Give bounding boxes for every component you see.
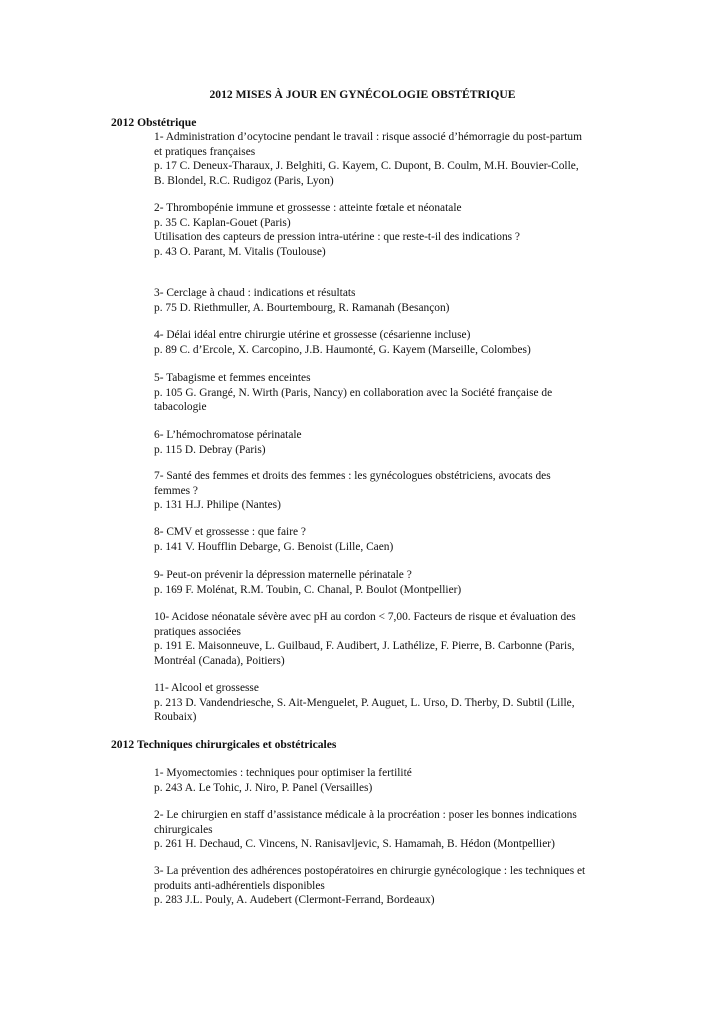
entry-line: femmes ? bbox=[154, 484, 198, 497]
entry-line: 9- Peut-on prévenir la dépression maternelle périnatale ? bbox=[154, 569, 412, 581]
entry-cmv bbox=[154, 525, 624, 554]
entry-cerclage bbox=[154, 286, 624, 315]
entry-line: p. 261 H. Dechaud, C. Vincens, N. Ranisavljevic, S. Hamamah, B. Hédon (Montpellier) bbox=[154, 838, 555, 851]
entry-adherences bbox=[154, 864, 624, 908]
entry-thrombopenie bbox=[154, 201, 624, 259]
entry-line: p. 131 H.J. Philipe (Nantes) bbox=[154, 499, 281, 512]
entry-tabagisme bbox=[154, 371, 624, 415]
entry-line: p. 35 C. Kaplan-Gouet (Paris) bbox=[154, 216, 291, 229]
entry-line: 6- L’hémochromatose périnatale bbox=[154, 429, 302, 441]
section-heading-techniques: 2012 Techniques chirurgicales et obstétricales bbox=[111, 738, 337, 751]
entry-line: 1- Myomectomies : techniques pour optimiser la fertilité bbox=[154, 767, 412, 779]
entry-line: B. Blondel, R.C. Rudigoz (Paris, Lyon) bbox=[154, 174, 334, 187]
entry-line: 2- Thrombopénie immune et grossesse : atteinte fœtale et néonatale bbox=[154, 202, 462, 214]
entry-line: 7- Santé des femmes et droits des femmes : les gynécologues obstétriciens, avocats des bbox=[154, 470, 551, 482]
entry-line: p. 17 C. Deneux-Tharaux, J. Belghiti, G. Kayem, C. Dupont, B. Coulm, M.H. Bouvier-Colle, bbox=[154, 160, 579, 173]
entry-line: p. 105 G. Grangé, N. Wirth (Paris, Nancy) en collaboration avec la Société française de bbox=[154, 386, 553, 399]
entry-line: Utilisation des capteurs de pression intra-utérine : que reste-t-il des indications ? bbox=[154, 231, 520, 244]
entry-line: p. 141 V. Houfflin Debarge, G. Benoist (Lille, Caen) bbox=[154, 540, 394, 553]
entry-line: Montréal (Canada), Poitiers) bbox=[154, 654, 285, 667]
entry-line: p. 213 D. Vandendriesche, S. Ait-Menguelet, P. Auguet, L. Urso, D. Therby, D. Subtil (Lille, bbox=[154, 696, 575, 709]
entry-line: chirurgicales bbox=[154, 823, 213, 836]
entry-myomectomies bbox=[154, 766, 624, 795]
entry-line: p. 283 J.L. Pouly, A. Audebert (Clermont-Ferrand, Bordeaux) bbox=[154, 894, 435, 907]
entry-line: p. 169 F. Molénat, R.M. Toubin, C. Chanal, P. Boulot (Montpellier) bbox=[154, 583, 462, 596]
entry-line: 8- CMV et grossesse : que faire ? bbox=[154, 526, 306, 538]
entry-acidose bbox=[154, 610, 624, 668]
entry-line: p. 243 A. Le Tohic, J. Niro, P. Panel (Versailles) bbox=[154, 781, 373, 794]
entry-delai-chirurgie bbox=[154, 328, 624, 357]
entry-line: 5- Tabagisme et femmes enceintes bbox=[154, 372, 311, 384]
entry-line: 4- Délai idéal entre chirurgie utérine et grossesse (césarienne incluse) bbox=[154, 329, 471, 341]
entry-depression bbox=[154, 568, 624, 597]
entry-line: tabacologie bbox=[154, 401, 207, 414]
entry-line: 11- Alcool et grossesse bbox=[154, 682, 259, 694]
entry-line: p. 89 C. d’Ercole, X. Carcopino, J.B. Haumonté, G. Kayem (Marseille, Colombes) bbox=[154, 343, 531, 356]
entry-line: p. 191 E. Maisonneuve, L. Guilbaud, F. Audibert, J. Lathélize, F. Pierre, B. Carbonne (Paris, bbox=[154, 640, 575, 653]
document-title: 2012 MISES À JOUR EN GYNÉCOLOGIE OBSTÉTRIQUE bbox=[209, 88, 516, 101]
entry-line: p. 115 D. Debray (Paris) bbox=[154, 443, 266, 456]
entry-alcool bbox=[154, 681, 624, 725]
entry-line: p. 75 D. Riethmuller, A. Bourtembourg, R. Ramanah (Besançon) bbox=[154, 301, 450, 314]
entry-line: Roubaix) bbox=[154, 711, 197, 724]
entry-line: pratiques associées bbox=[154, 625, 241, 638]
entry-line: 3- Cerclage à chaud : indications et résultats bbox=[154, 287, 356, 299]
entry-line: p. 43 O. Parant, M. Vitalis (Toulouse) bbox=[154, 245, 326, 258]
section-heading-obstetrique: 2012 Obstétrique bbox=[111, 116, 197, 129]
entry-line: et pratiques françaises bbox=[154, 145, 256, 158]
entry-ocytocine bbox=[154, 130, 624, 188]
entry-line: 1- Administration d’ocytocine pendant le travail : risque associé d’hémorragie du post-partum bbox=[154, 131, 582, 143]
entry-sante-femmes bbox=[154, 469, 624, 513]
entry-line: 2- Le chirurgien en staff d’assistance médicale à la procréation : poser les bonnes indications bbox=[154, 809, 577, 821]
entry-line: 10- Acidose néonatale sévère avec pH au cordon < 7,00. Facteurs de risque et évaluation des bbox=[154, 611, 576, 623]
entry-line: produits anti-adhérentiels disponibles bbox=[154, 879, 325, 892]
entry-chirurgien-amp bbox=[154, 808, 624, 852]
entry-hemochromatose bbox=[154, 428, 624, 457]
entry-line: 3- La prévention des adhérences postopératoires en chirurgie gynécologique : les techniques et bbox=[154, 865, 586, 877]
